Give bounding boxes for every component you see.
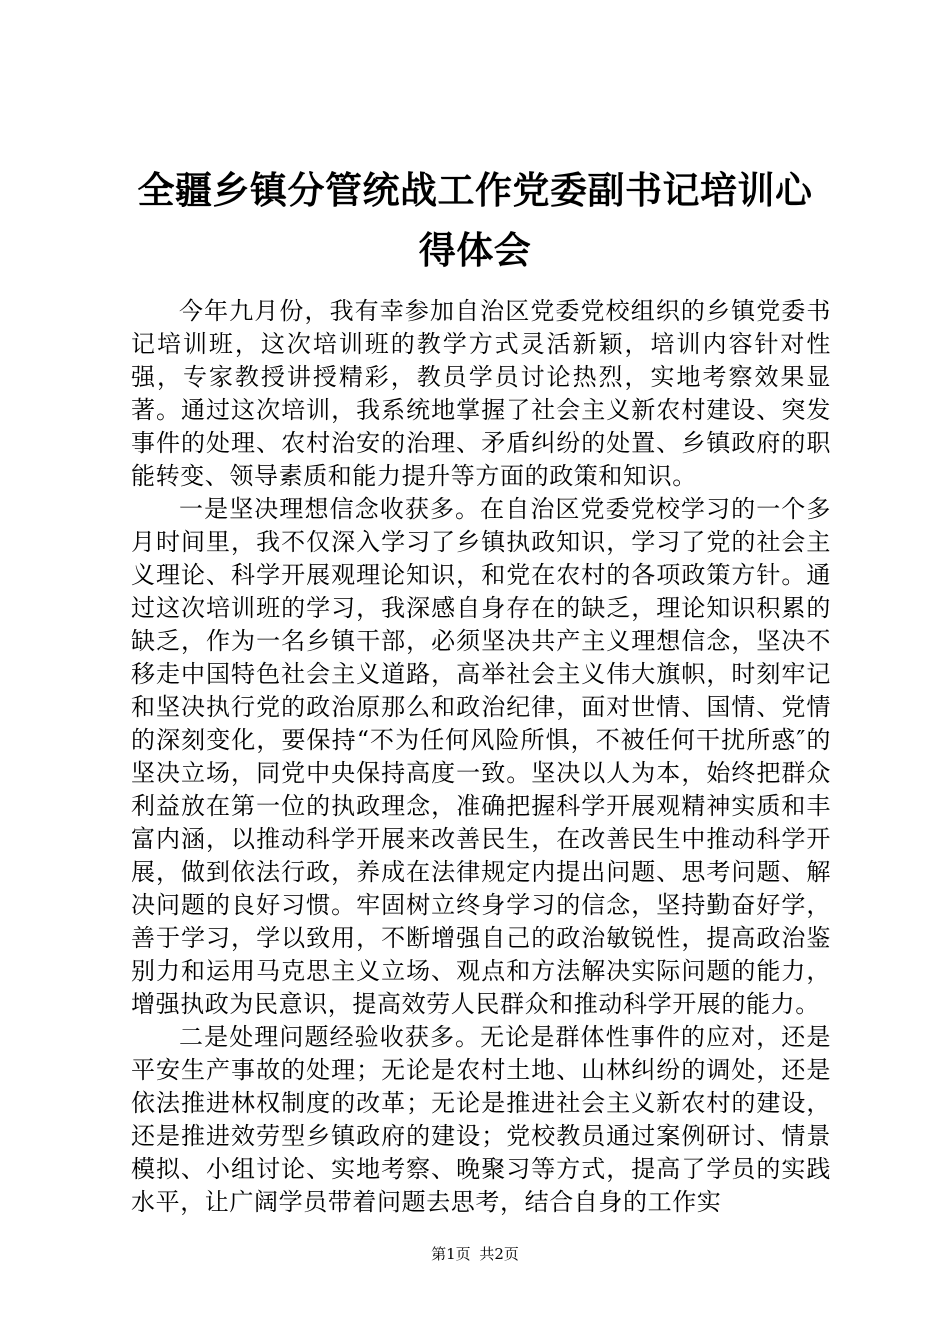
paragraph-point-two: 二是处理问题经验收获多。无论是群体性事件的应对，还是平安生产事故的处理；无论是农村土地、山林纠纷的调处，还是依法推进林权制度的改革；无论是推进社会主义新农村的建设，还是推进效劳型乡镇政府的建设；党校教员通过案例研讨、情景模拟、小组讨论、实地考察、晚聚习等方式，提高了学员的实践水平，让广阔学员带着问题去思考，结合自身的工作实 [131, 1023, 831, 1216]
document-body [131, 295, 831, 1219]
page-number: 第1页 [431, 1245, 471, 1263]
page-footer [0, 1244, 950, 1264]
document-title: 全疆乡镇分管统战工作党委副书记培训心得体会 [137, 168, 813, 272]
paragraph-intro: 今年九月份，我有幸参加自治区党委党校组织的乡镇党委书记培训班，这次培训班的教学方式灵活新颖，培训内容针对性强，专家教授讲授精彩，教员学员讨论热烈，实地考察效果显著。通过这次培训，我系统地掌握了社会主义新农村建设、突发事件的处理、农村治安的治理、矛盾纠纷的处置、乡镇政府的职能转变、领导素质和能力提升等方面的政策和知识。 [131, 297, 831, 490]
paragraph-point-one: 一是坚决理想信念收获多。在自治区党委党校学习的一个多月时间里，我不仅深入学习了乡镇执政知识，学习了党的社会主义理论、科学开展观理论知识，和党在农村的各项政策方针。通过这次培训班的学习，我深感自身存在的缺乏，理论知识积累的缺乏，作为一名乡镇干部，必须坚决共产主义理想信念，坚决不移走中国特色社会主义道路，高举社会主义伟大旗帜，时刻牢记和坚决执行党的政治原那么和政治纪律，面对世情、国情、党情的深刻变化，要保持“不为任何风险所惧，不被任何干扰所惑″的坚决立场，同党中央保持高度一致。坚决以人为本，始终把群众利益放在第一位的执政理念，准确把握科学开展观精神实质和丰富内涵，以推动科学开展来改善民生，在改善民生中推动科学开展，做到依法行政，养成在法律规定内提出问题、思考问题、解决问题的良好习惯。牢固树立终身学习的信念，坚持勤奋好学，善于学习，学以致用，不断增强自己的政治敏锐性，提高政治鉴别力和运用马克思主义立场、观点和方法解决实际问题的能力，增强执政为民意识，提高效劳人民群众和推动科学开展的能力。 [131, 495, 831, 1018]
page-total: 共2页 [479, 1245, 519, 1263]
